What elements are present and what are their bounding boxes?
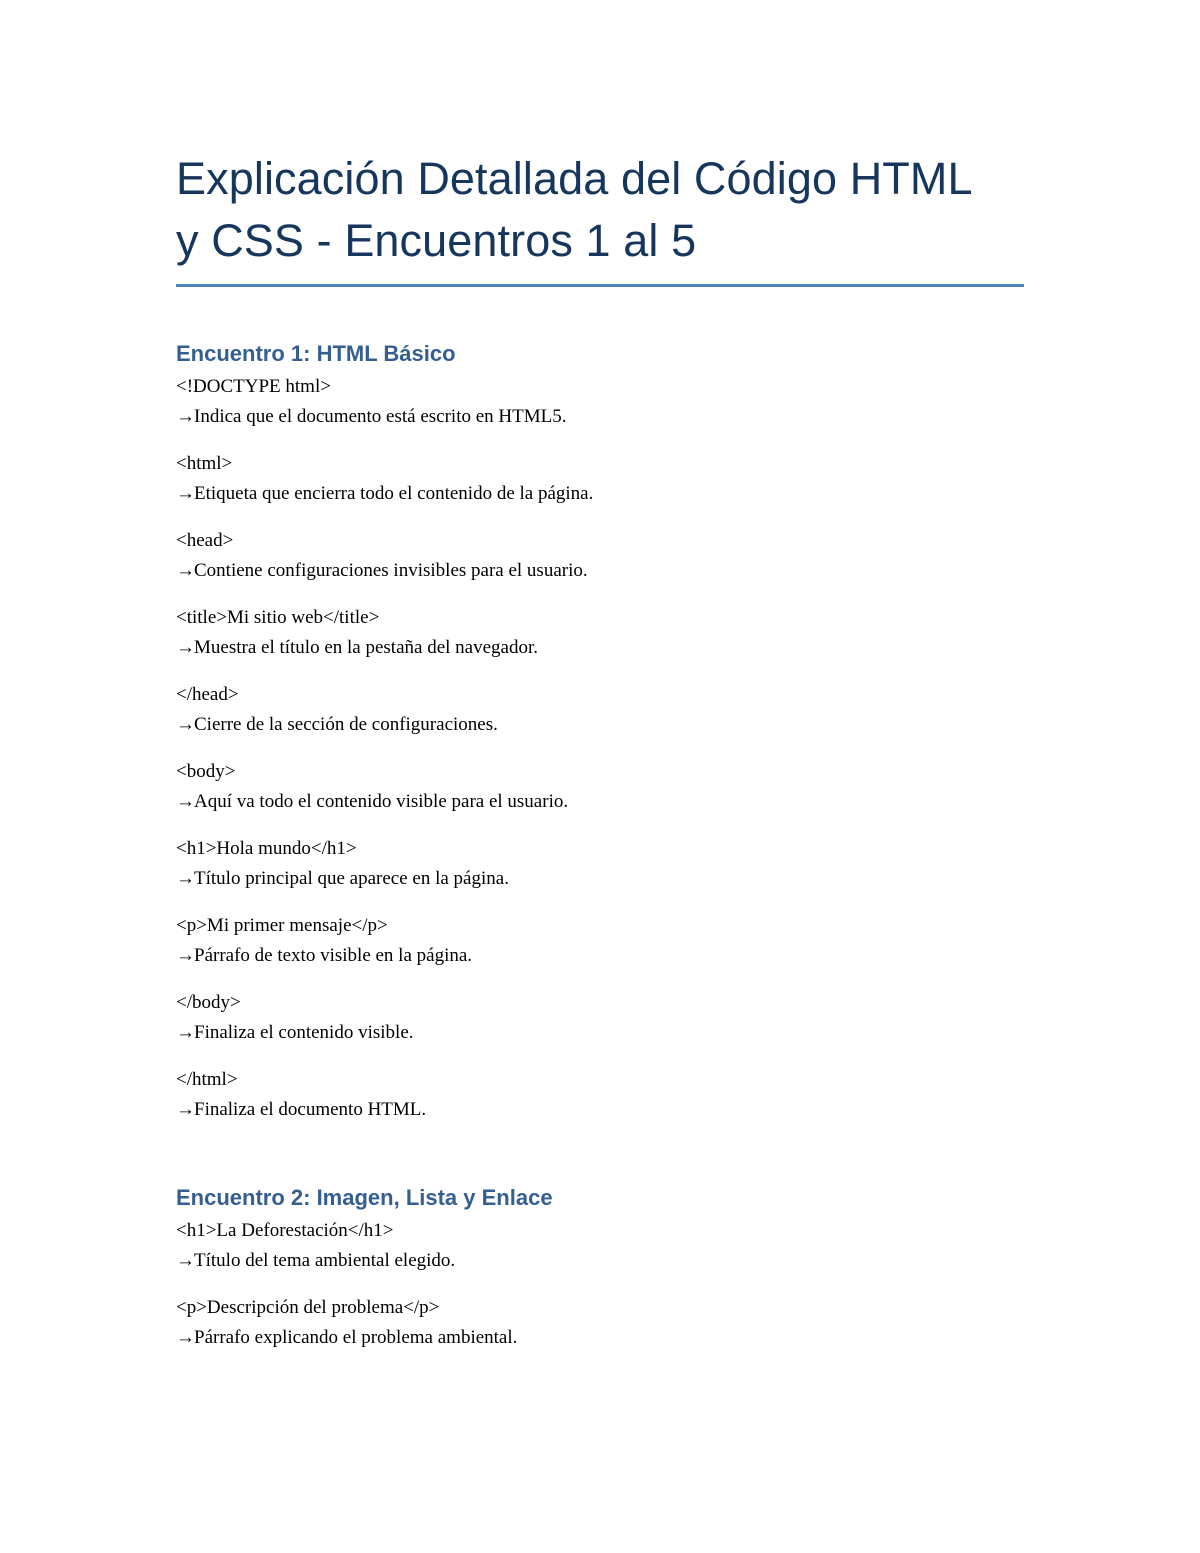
section-encuentro-2 — [176, 1183, 1024, 1353]
code-explanation-entry — [176, 1293, 1024, 1353]
code-snippet: <p>Mi primer mensaje</p> — [176, 915, 388, 936]
arrow-right-icon: → — [176, 945, 195, 966]
code-snippet: <body> — [176, 761, 236, 782]
code-explanation-entry — [176, 988, 1024, 1048]
code-description-text: Contiene configuraciones invisibles para el usuario. — [194, 560, 588, 581]
arrow-right-icon: → — [176, 1250, 195, 1271]
title-underline-rule — [176, 284, 1024, 287]
code-snippet: </html> — [176, 1069, 238, 1090]
code-explanation-entry — [176, 1216, 1024, 1276]
code-snippet: <h1>Hola mundo</h1> — [176, 838, 357, 859]
code-explanation-entry — [176, 834, 1024, 894]
code-description-text: Indica que el documento está escrito en HTML5. — [194, 406, 567, 427]
arrow-right-icon: → — [176, 406, 195, 427]
code-description-text: Etiqueta que encierra todo el contenido de la página. — [194, 483, 594, 504]
arrow-right-icon: → — [176, 637, 195, 658]
code-description — [176, 633, 1024, 663]
code-explanation-entry — [176, 680, 1024, 740]
sections-container — [176, 339, 1024, 1353]
code-description-text: Párrafo explicando el problema ambiental. — [194, 1327, 518, 1348]
code-description-text: Aquí va todo el contenido visible para el usuario. — [194, 791, 569, 812]
section-encuentro-1 — [176, 339, 1024, 1125]
section-heading: Encuentro 1: HTML Básico — [176, 341, 456, 366]
code-explanation-entry — [176, 372, 1024, 432]
code-description — [176, 864, 1024, 894]
code-explanation-entry — [176, 757, 1024, 817]
arrow-right-icon: → — [176, 1022, 195, 1043]
code-snippet: <head> — [176, 530, 234, 551]
code-explanation-entry — [176, 526, 1024, 586]
code-description — [176, 556, 1024, 586]
code-snippet: </head> — [176, 684, 239, 705]
code-description — [176, 1018, 1024, 1048]
code-description-text: Cierre de la sección de configuraciones. — [194, 714, 498, 735]
code-snippet: </body> — [176, 992, 241, 1013]
arrow-right-icon: → — [176, 1099, 195, 1120]
code-description — [176, 941, 1024, 971]
arrow-right-icon: → — [176, 868, 195, 889]
code-description-text: Título del tema ambiental elegido. — [194, 1250, 456, 1271]
code-description — [176, 710, 1024, 740]
code-description — [176, 479, 1024, 509]
section-heading: Encuentro 2: Imagen, Lista y Enlace — [176, 1185, 553, 1210]
code-description-text: Título principal que aparece en la página. — [194, 868, 509, 889]
arrow-right-icon: → — [176, 1327, 195, 1348]
arrow-right-icon: → — [176, 483, 195, 504]
document-title-line-2: y CSS - Encuentros 1 al 5 — [176, 215, 697, 266]
code-description — [176, 1246, 1024, 1276]
code-explanation-entry — [176, 911, 1024, 971]
code-snippet: <h1>La Deforestación</h1> — [176, 1220, 394, 1241]
code-explanation-entry — [176, 1065, 1024, 1125]
code-description — [176, 402, 1024, 432]
code-description-text: Muestra el título en la pestaña del navegador. — [194, 637, 538, 658]
document-title — [176, 148, 1024, 272]
code-explanation-entry — [176, 449, 1024, 509]
code-snippet: <html> — [176, 453, 233, 474]
code-snippet: <p>Descripción del problema</p> — [176, 1297, 440, 1318]
arrow-right-icon: → — [176, 791, 195, 812]
code-description — [176, 787, 1024, 817]
code-description — [176, 1095, 1024, 1125]
code-snippet: <title>Mi sitio web</title> — [176, 607, 380, 628]
code-description — [176, 1323, 1024, 1353]
arrow-right-icon: → — [176, 714, 195, 735]
document-page — [176, 148, 1024, 1370]
arrow-right-icon: → — [176, 560, 195, 581]
document-title-line-1: Explicación Detallada del Código HTML — [176, 153, 973, 204]
code-description-text: Párrafo de texto visible en la página. — [194, 945, 473, 966]
code-description-text: Finaliza el contenido visible. — [194, 1022, 414, 1043]
code-explanation-entry — [176, 603, 1024, 663]
code-description-text: Finaliza el documento HTML. — [194, 1099, 427, 1120]
code-snippet: <!DOCTYPE html> — [176, 376, 331, 397]
